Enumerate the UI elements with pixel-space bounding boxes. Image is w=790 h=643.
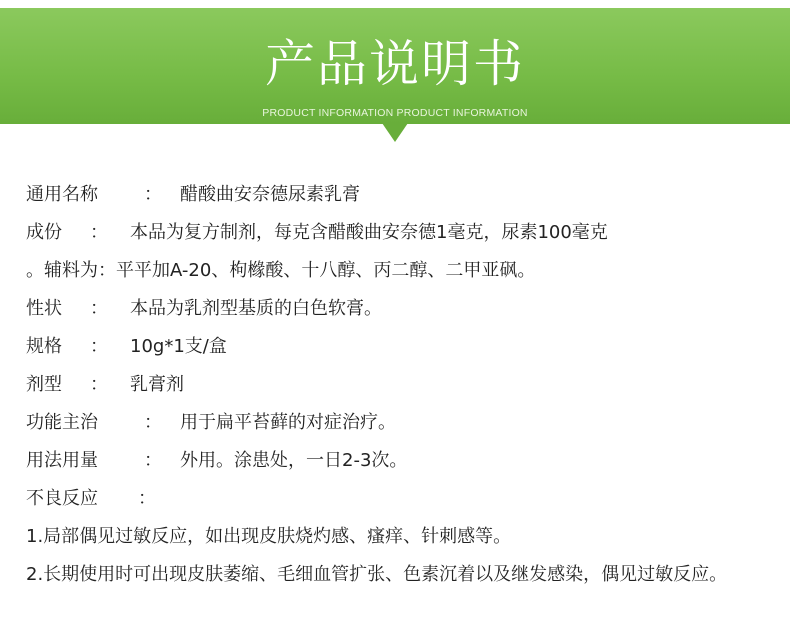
- field-label: 剂型: [26, 374, 62, 395]
- field-value: 乳膏剂: [130, 374, 184, 395]
- field-colon: ：: [144, 450, 162, 471]
- field-label: 性状: [26, 298, 62, 319]
- field-value-continuation: 。辅料为：平平加A-20、枸橼酸、十八醇、丙二醇、二甲亚砜。: [26, 260, 536, 281]
- field-label: 用法用量: [26, 450, 98, 471]
- field-indications: [26, 404, 776, 442]
- header-banner: [0, 8, 790, 124]
- adverse-item-text: 2.长期使用时可出现皮肤萎缩、毛细血管扩张、色素沉着以及继发感染，偶见过敏反应。: [26, 564, 728, 585]
- field-colon: ：: [90, 222, 108, 243]
- field-value: 醋酸曲安奈德尿素乳膏: [180, 184, 360, 205]
- field-value: 本品为乳剂型基质的白色软膏。: [130, 298, 382, 319]
- adverse-item: [26, 556, 776, 594]
- field-specification: [26, 328, 776, 366]
- field-value: 10g*1支/盒: [130, 336, 227, 357]
- field-label: 成份: [26, 222, 62, 243]
- field-colon: ：: [90, 298, 108, 319]
- field-colon: ：: [144, 412, 162, 433]
- banner-subtitle: PRODUCT INFORMATION PRODUCT INFORMATION: [262, 107, 528, 119]
- field-value: 外用。涂患处，一日2-3次。: [180, 450, 408, 471]
- field-colon: ：: [138, 488, 156, 509]
- field-label: 不良反应: [26, 488, 98, 509]
- adverse-item: [26, 518, 776, 556]
- field-ingredients-continuation: [26, 252, 776, 290]
- field-label: 功能主治: [26, 412, 98, 433]
- field-generic-name: [26, 176, 776, 214]
- field-colon: ：: [144, 184, 162, 205]
- field-label: 通用名称: [26, 184, 98, 205]
- field-adverse-reactions: [26, 480, 776, 518]
- banner-title: 产品说明书: [265, 35, 525, 93]
- field-colon: ：: [90, 336, 108, 357]
- product-info-body: [26, 176, 776, 594]
- field-value: 用于扁平苔藓的对症治疗。: [180, 412, 396, 433]
- field-value: 本品为复方制剂，每克含醋酸曲安奈德1毫克，尿素100毫克: [130, 222, 608, 243]
- adverse-item-text: 1.局部偶见过敏反应，如出现皮肤烧灼感、瘙痒、针刺感等。: [26, 526, 512, 547]
- field-appearance: [26, 290, 776, 328]
- field-dosage: [26, 442, 776, 480]
- field-ingredients: [26, 214, 776, 252]
- banner-pointer-arrow: [382, 123, 408, 142]
- field-label: 规格: [26, 336, 62, 357]
- field-dosage-form: [26, 366, 776, 404]
- field-colon: ：: [90, 374, 108, 395]
